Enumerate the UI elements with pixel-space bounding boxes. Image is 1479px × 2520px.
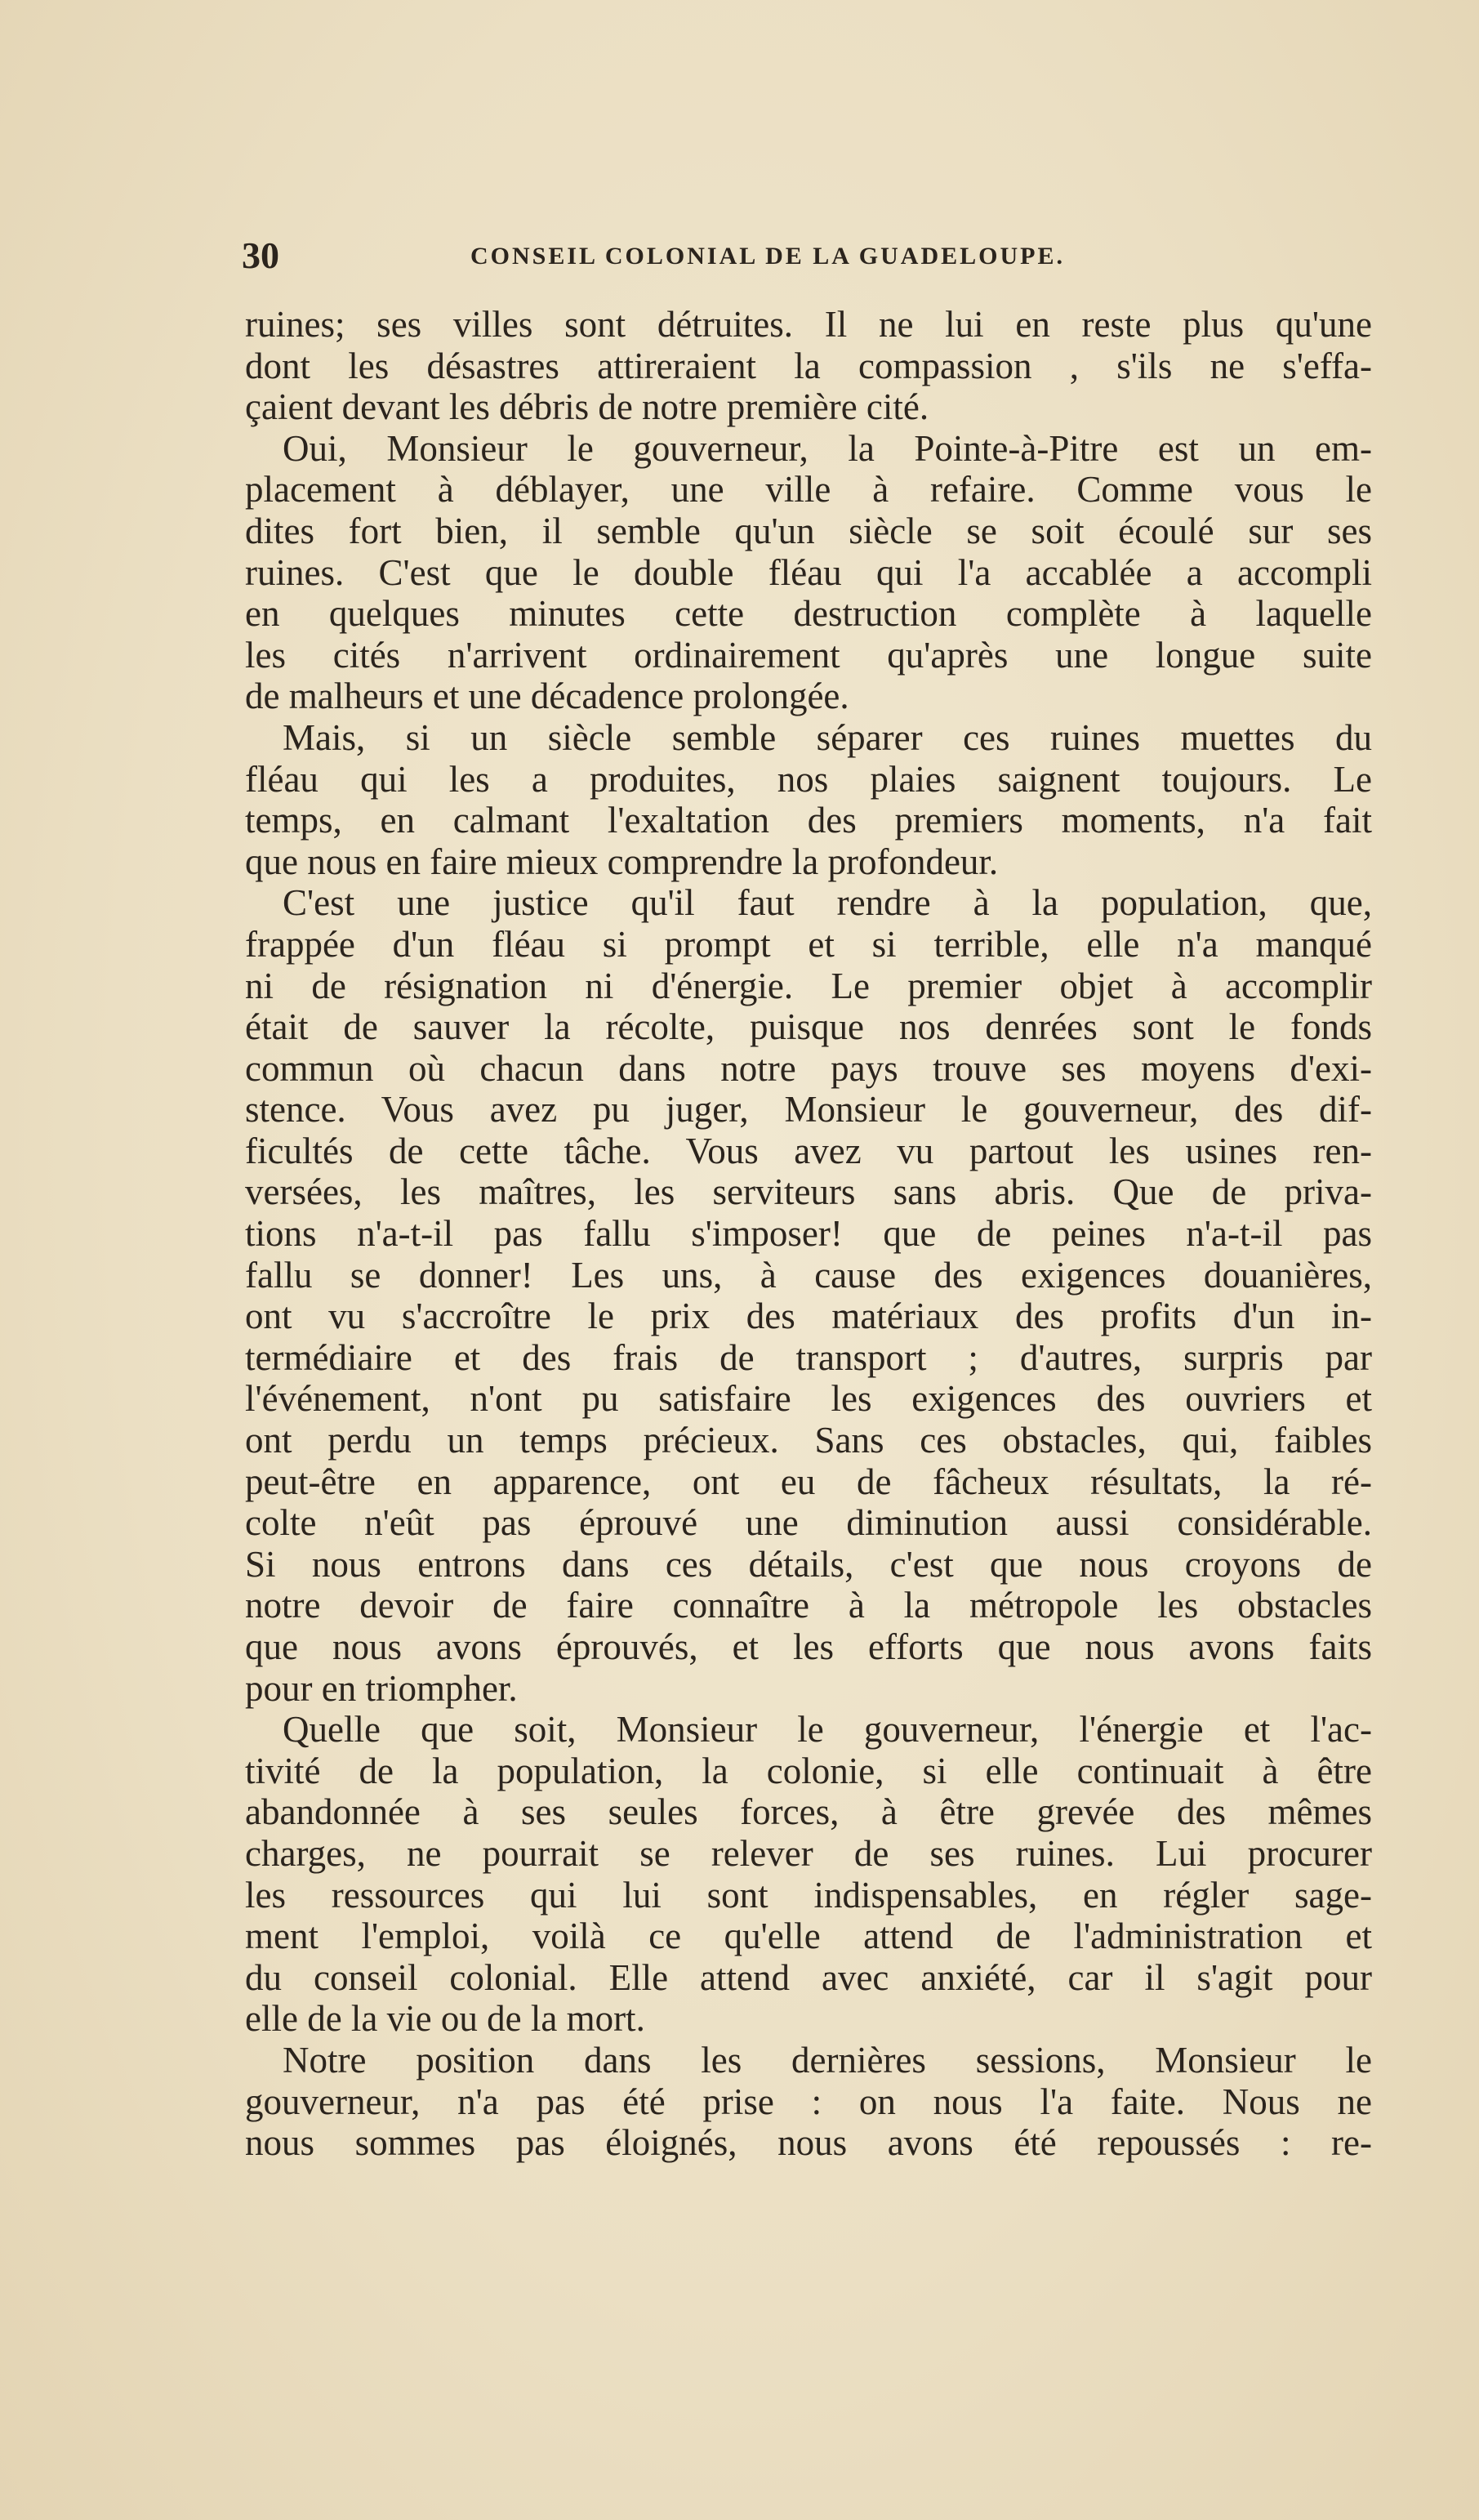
- text-line: Quelle que soit, Monsieur le gouverneur, l'énergie et l'ac-: [283, 1709, 1372, 1751]
- text-line: dont les désastres attireraient la compassion , s'ils ne s'effa-: [245, 345, 1372, 386]
- body-text: [245, 304, 1372, 2164]
- text-line: charges, ne pourrait se relever de ses ruines. Lui procurer: [245, 1832, 1372, 1874]
- text-line: Oui, Monsieur le gouverneur, la Pointe-à-Pitre est un em-: [283, 427, 1372, 469]
- text-line: peut-être en apparence, ont eu de fâcheux résultats, la ré-: [245, 1461, 1372, 1502]
- text-line: ont perdu un temps précieux. Sans ces obstacles, qui, faibles: [245, 1420, 1372, 1461]
- text-line: abandonnée à ses seules forces, à être grevée des mêmes: [245, 1791, 1372, 1833]
- text-line: tivité de la population, la colonie, si elle continuait à être: [245, 1750, 1372, 1791]
- text-line: fallu se donner! Les uns, à cause des exigences douanières,: [245, 1254, 1372, 1296]
- text-line: elle de la vie ou de la mort.: [245, 1998, 645, 2040]
- text-line: ruines; ses villes sont détruites. Il ne lui en reste plus qu'une: [245, 304, 1372, 345]
- text-line: de malheurs et une décadence prolongée.: [245, 676, 849, 717]
- text-line: C'est une justice qu'il faut rendre à la population, que,: [283, 882, 1372, 924]
- running-title: CONSEIL COLONIAL DE LA GUADELOUPE.: [470, 243, 1065, 270]
- text-line: ment l'emploi, voilà ce qu'elle attend de l'administration et: [245, 1916, 1372, 1957]
- text-line: l'événement, n'ont pu satisfaire les exigences des ouvriers et: [245, 1378, 1372, 1420]
- text-line: versées, les maîtres, les serviteurs sans abris. Que de priva-: [245, 1171, 1372, 1213]
- text-line: ni de résignation ni d'énergie. Le premier objet à accomplir: [245, 965, 1372, 1006]
- text-line: frappée d'un fléau si prompt et si terrible, elle n'a manqué: [245, 923, 1372, 965]
- text-line: du conseil colonial. Elle attend avec anxiété, car il s'agit pour: [245, 1956, 1372, 1998]
- text-line: commun où chacun dans notre pays trouve ses moyens d'exi-: [245, 1047, 1372, 1089]
- text-line: les ressources qui lui sont indispensables, en régler sage-: [245, 1874, 1372, 1916]
- text-line: placement à déblayer, une ville à refaire. Comme vous le: [245, 469, 1372, 511]
- page-header: [242, 235, 1369, 276]
- text-line: temps, en calmant l'exaltation des premiers moments, n'a fait: [245, 800, 1372, 841]
- text-line: pour en triompher.: [245, 1667, 518, 1709]
- text-line: nous sommes pas éloignés, nous avons été repoussés : re-: [245, 2122, 1372, 2164]
- text-line: çaient devant les débris de notre première cité.: [245, 386, 929, 428]
- text-line: tions n'a-t-il pas fallu s'imposer! que de peines n'a-t-il pas: [245, 1213, 1372, 1255]
- text-line: fléau qui les a produites, nos plaies saignent toujours. Le: [245, 758, 1372, 800]
- text-line: ficultés de cette tâche. Vous avez vu partout les usines ren-: [245, 1130, 1372, 1171]
- page-number: 30: [242, 234, 279, 276]
- text-line: stence. Vous avez pu juger, Monsieur le gouverneur, des dif-: [245, 1089, 1372, 1131]
- text-line: dites fort bien, il semble qu'un siècle se soit écoulé sur ses: [245, 510, 1372, 551]
- text-line: Si nous entrons dans ces détails, c'est que nous croyons de: [245, 1543, 1372, 1585]
- text-line: que nous avons éprouvés, et les efforts que nous avons faits: [245, 1626, 1372, 1667]
- text-line: les cités n'arrivent ordinairement qu'après une longue suite: [245, 634, 1372, 676]
- text-line: en quelques minutes cette destruction complète à laquelle: [245, 593, 1372, 635]
- text-line: que nous en faire mieux comprendre la profondeur.: [245, 841, 999, 882]
- text-line: ont vu s'accroître le prix des matériaux des profits d'un in-: [245, 1296, 1372, 1337]
- text-line: termédiaire et des frais de transport ; d'autres, surpris par: [245, 1336, 1372, 1378]
- text-line: gouverneur, n'a pas été prise : on nous l'a faite. Nous ne: [245, 2081, 1372, 2122]
- text-line: Notre position dans les dernières sessions, Monsieur le: [283, 2039, 1372, 2081]
- text-line: Mais, si un siècle semble séparer ces ruines muettes du: [283, 716, 1372, 758]
- text-line: colte n'eût pas éprouvé une diminution aussi considérable.: [245, 1502, 1372, 1544]
- text-line: notre devoir de faire connaître à la métropole les obstacles: [245, 1585, 1372, 1626]
- text-line: ruines. C'est que le double fléau qui l'a accablée a accompli: [245, 551, 1372, 593]
- text-line: était de sauver la récolte, puisque nos denrées sont le fonds: [245, 1006, 1372, 1048]
